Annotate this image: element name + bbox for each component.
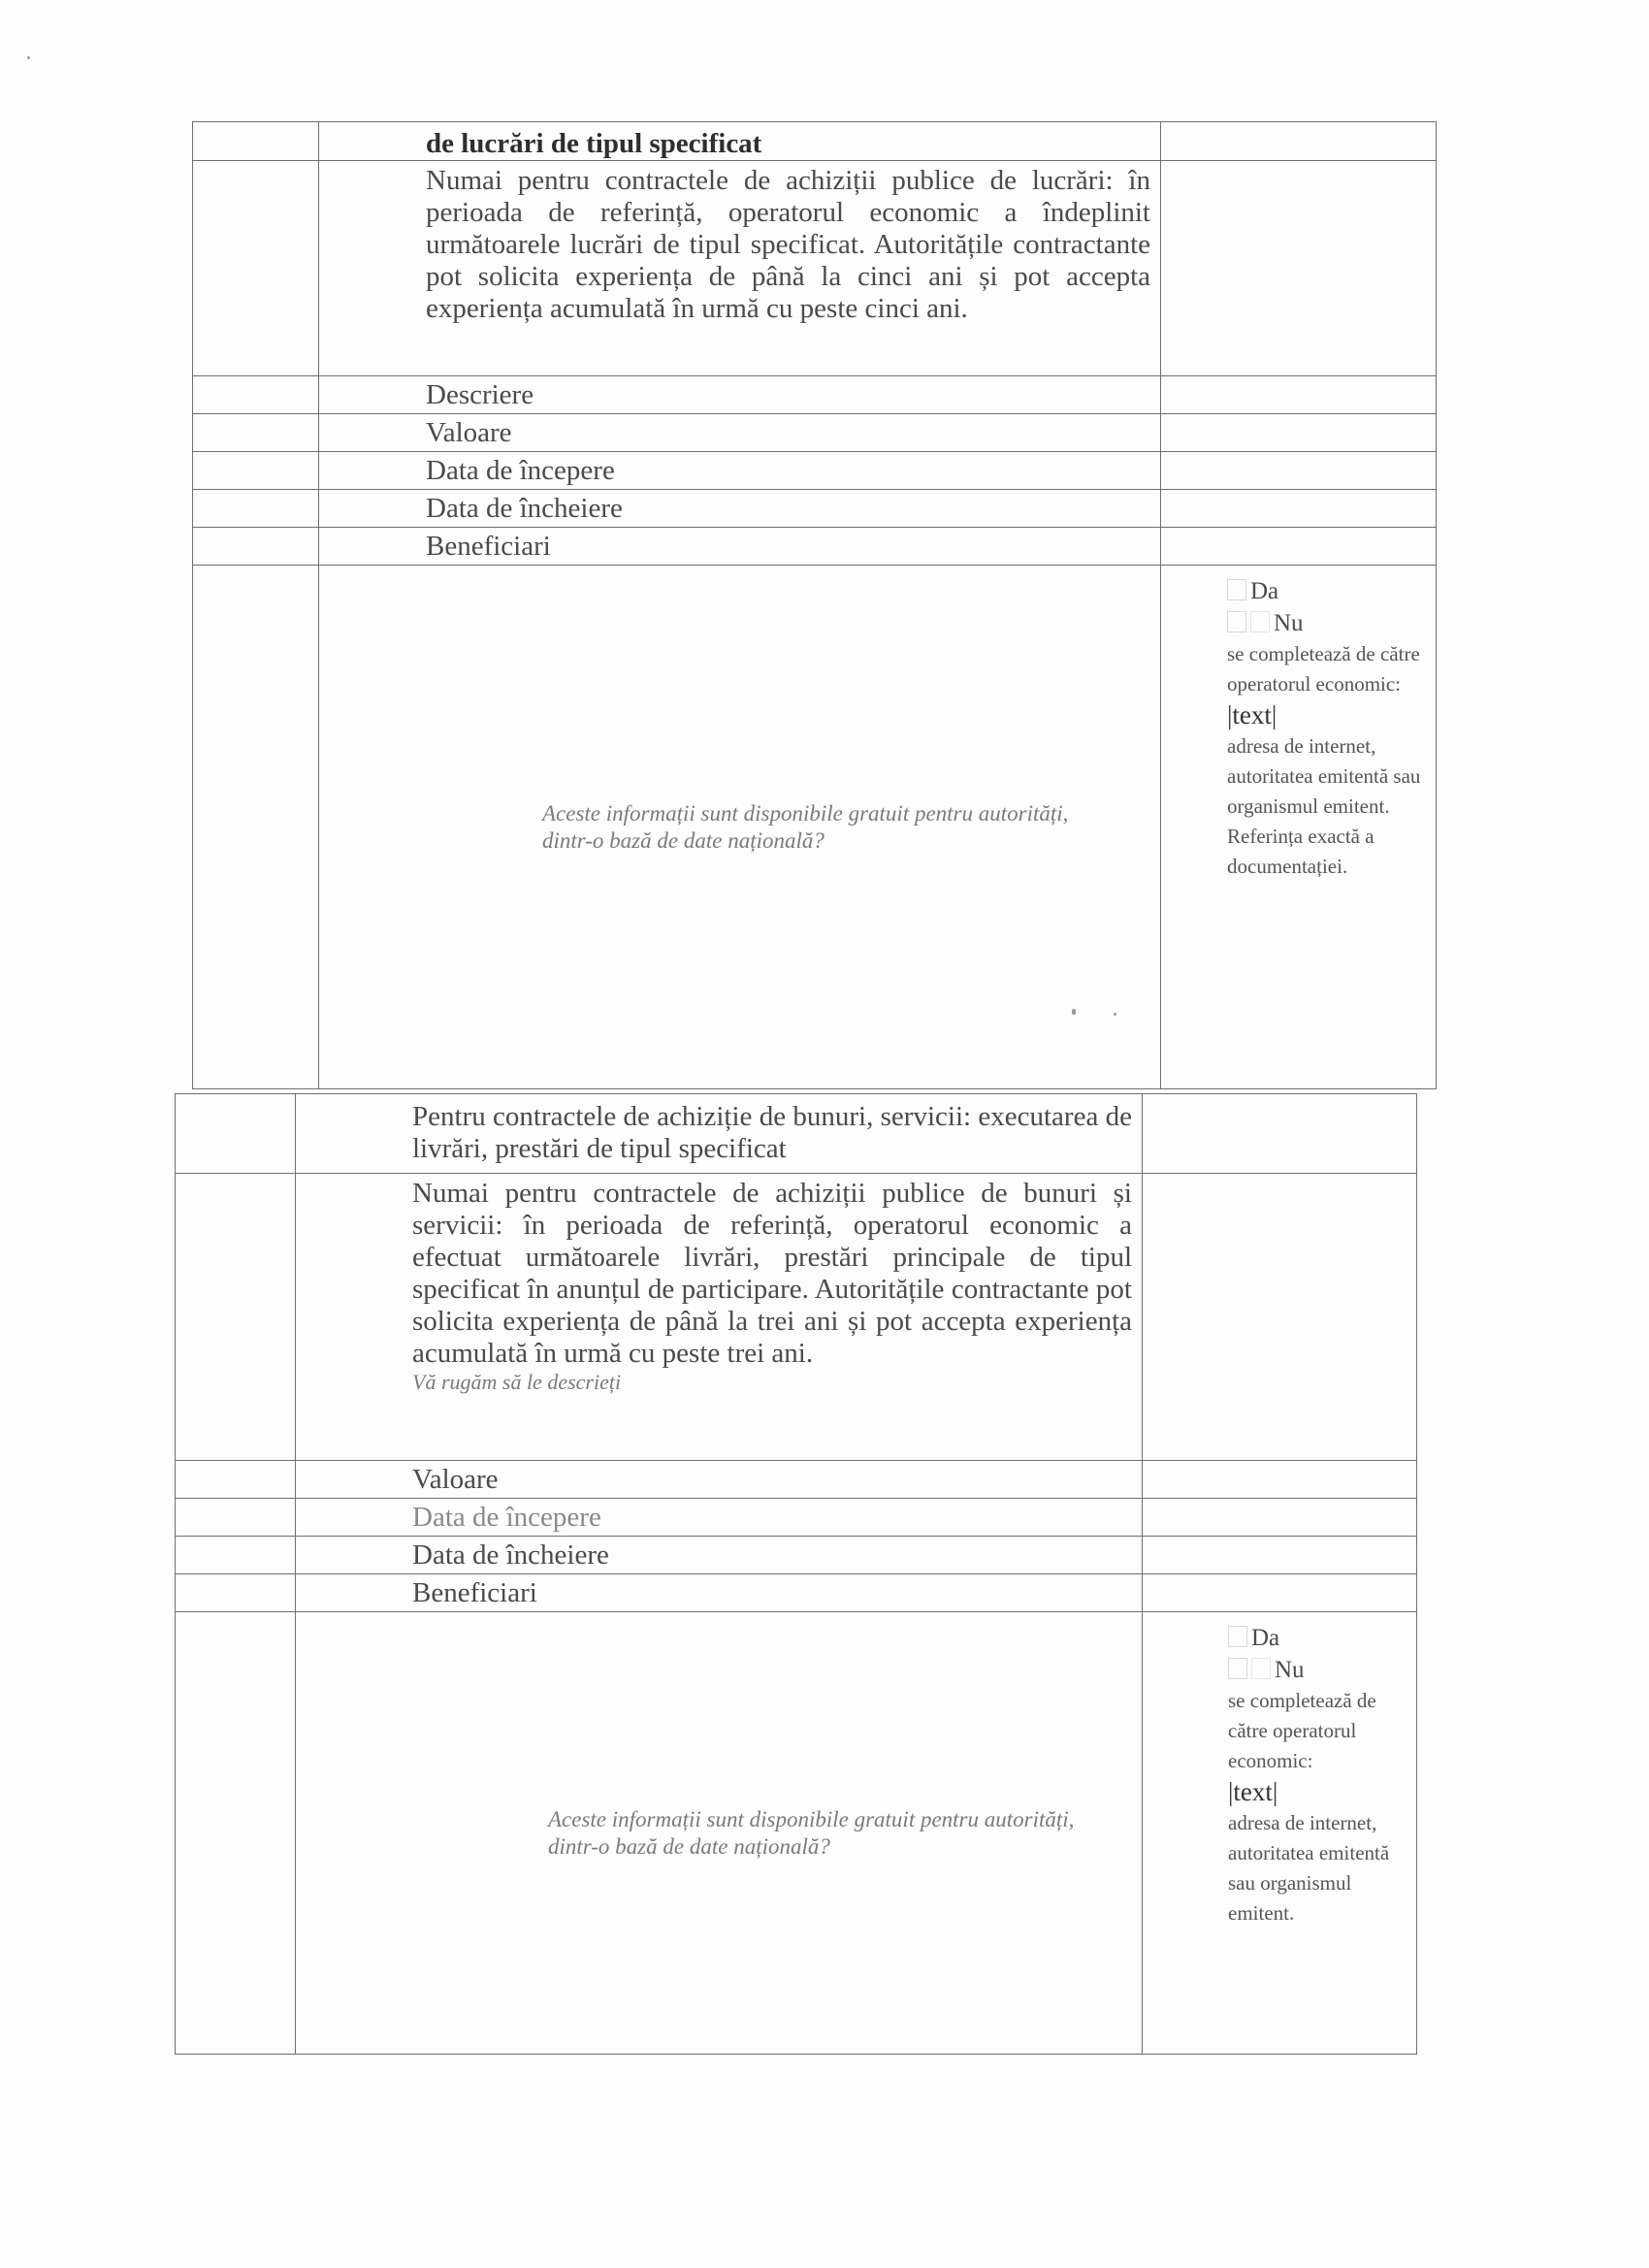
table-row (193, 122, 1437, 161)
table-row (193, 452, 1437, 490)
field-input[interactable] (1161, 376, 1437, 414)
database-question: Aceste informații sunt disponibile gratuit pentru autorități, dintr-o bază de date națională? (548, 1806, 1075, 1859)
field-input[interactable] (1143, 1499, 1417, 1537)
answer-text-field[interactable]: |text| (1227, 700, 1277, 729)
checkbox-yes[interactable] (1227, 579, 1246, 600)
intro-text: Numai pentru contractele de achiziții publice de bunuri și servicii: în perioada de referință, operatorul economic a efectuat următoarele livrări, prestări principale de tipul specificat în anunțul de participare. Autoritățile contractante pot solicita experiența de până la trei ani și pot accepta experiența acumulată în urmă cu peste trei ani. (412, 1178, 1132, 1369)
answer-note: se completează de către operatorul economic: (1227, 642, 1420, 696)
field-input[interactable] (1143, 1461, 1417, 1499)
answer-details: adresa de internet, autoritatea emitentă sau organismul emitent. (1228, 1811, 1390, 1925)
field-beneficiaries: Beneficiari (412, 1577, 537, 1608)
table-row (176, 1499, 1417, 1537)
field-input[interactable] (1161, 414, 1437, 452)
describe-prompt: Vă rugăm să le descrieți (412, 1370, 622, 1394)
table-row (176, 1094, 1417, 1174)
row-label-cell (193, 122, 319, 161)
table-row (193, 161, 1437, 376)
field-beneficiaries: Beneficiari (426, 531, 551, 562)
goods-services-experience-table (175, 1093, 1417, 2055)
field-end-date: Data de încheiere (412, 1539, 609, 1571)
answer-text-field[interactable]: |text| (1228, 1777, 1278, 1806)
option-no-label: Nu (1275, 1657, 1305, 1683)
field-value: Valoare (426, 417, 512, 448)
field-input[interactable] (1161, 490, 1437, 528)
field-start-date: Data de începere (412, 1502, 601, 1533)
option-yes-label: Da (1250, 578, 1279, 604)
database-answer (1143, 1612, 1416, 1928)
field-input[interactable] (1161, 452, 1437, 490)
table-row (176, 1461, 1417, 1499)
field-value: Valoare (412, 1464, 499, 1495)
intro-cell (319, 161, 1161, 376)
works-experience-table (192, 121, 1437, 1089)
answer-cell (1161, 161, 1437, 376)
field-end-date: Data de încheiere (426, 493, 623, 524)
section-heading: de lucrări de tipul specificat (426, 128, 762, 159)
answer-cell (1143, 1094, 1417, 1174)
scan-speck (27, 56, 30, 59)
table-row (176, 1574, 1417, 1612)
scan-speck (1114, 1013, 1116, 1016)
checkbox-no[interactable] (1227, 611, 1246, 632)
database-answer-cell (1161, 566, 1437, 1089)
database-answer (1161, 566, 1436, 882)
option-no-label: Nu (1274, 610, 1304, 636)
database-answer-cell (1143, 1612, 1417, 2055)
field-input[interactable] (1143, 1537, 1417, 1574)
table-row (176, 1174, 1417, 1461)
scan-speck (1072, 1009, 1076, 1015)
answer-cell (1143, 1174, 1417, 1461)
checkbox-no[interactable] (1228, 1658, 1247, 1679)
row-label-cell (193, 161, 319, 376)
field-start-date: Data de începere (426, 455, 615, 486)
table-row (193, 414, 1437, 452)
table-row (176, 1537, 1417, 1574)
field-input[interactable] (1161, 528, 1437, 566)
field-input[interactable] (1143, 1574, 1417, 1612)
table-row (176, 1612, 1417, 2055)
table-row (193, 528, 1437, 566)
table-row (193, 376, 1437, 414)
database-question: Aceste informații sunt disponibile gratuit pentru autorități, dintr-o bază de date națională? (542, 800, 1069, 853)
answer-cell (1161, 122, 1437, 161)
checkbox-yes[interactable] (1228, 1626, 1247, 1647)
section-heading: Pentru contractele de achiziție de bunuri, servicii: executarea de livrări, prestări de tipul specificat (412, 1101, 1132, 1164)
option-yes-label: Da (1251, 1625, 1280, 1651)
section-heading-cell (319, 122, 1161, 161)
answer-details: adresa de internet, autoritatea emitentă sau organismul emitent. Referința exactă a documentației. (1227, 734, 1421, 878)
field-description: Descriere (426, 379, 534, 410)
table-row (193, 566, 1437, 1089)
answer-note: se completează de către operatorul economic: (1228, 1689, 1376, 1772)
intro-text: Numai pentru contractele de achiziții publice de lucrări: în perioada de referință, operatorul economic a îndeplinit următoarele lucrări de tipul specificat. Autoritățile contractante pot solicita experiența de până la cinci ani și pot accepta experiența acumulată în urmă cu peste cinci ani. (426, 165, 1150, 324)
table-row (193, 490, 1437, 528)
